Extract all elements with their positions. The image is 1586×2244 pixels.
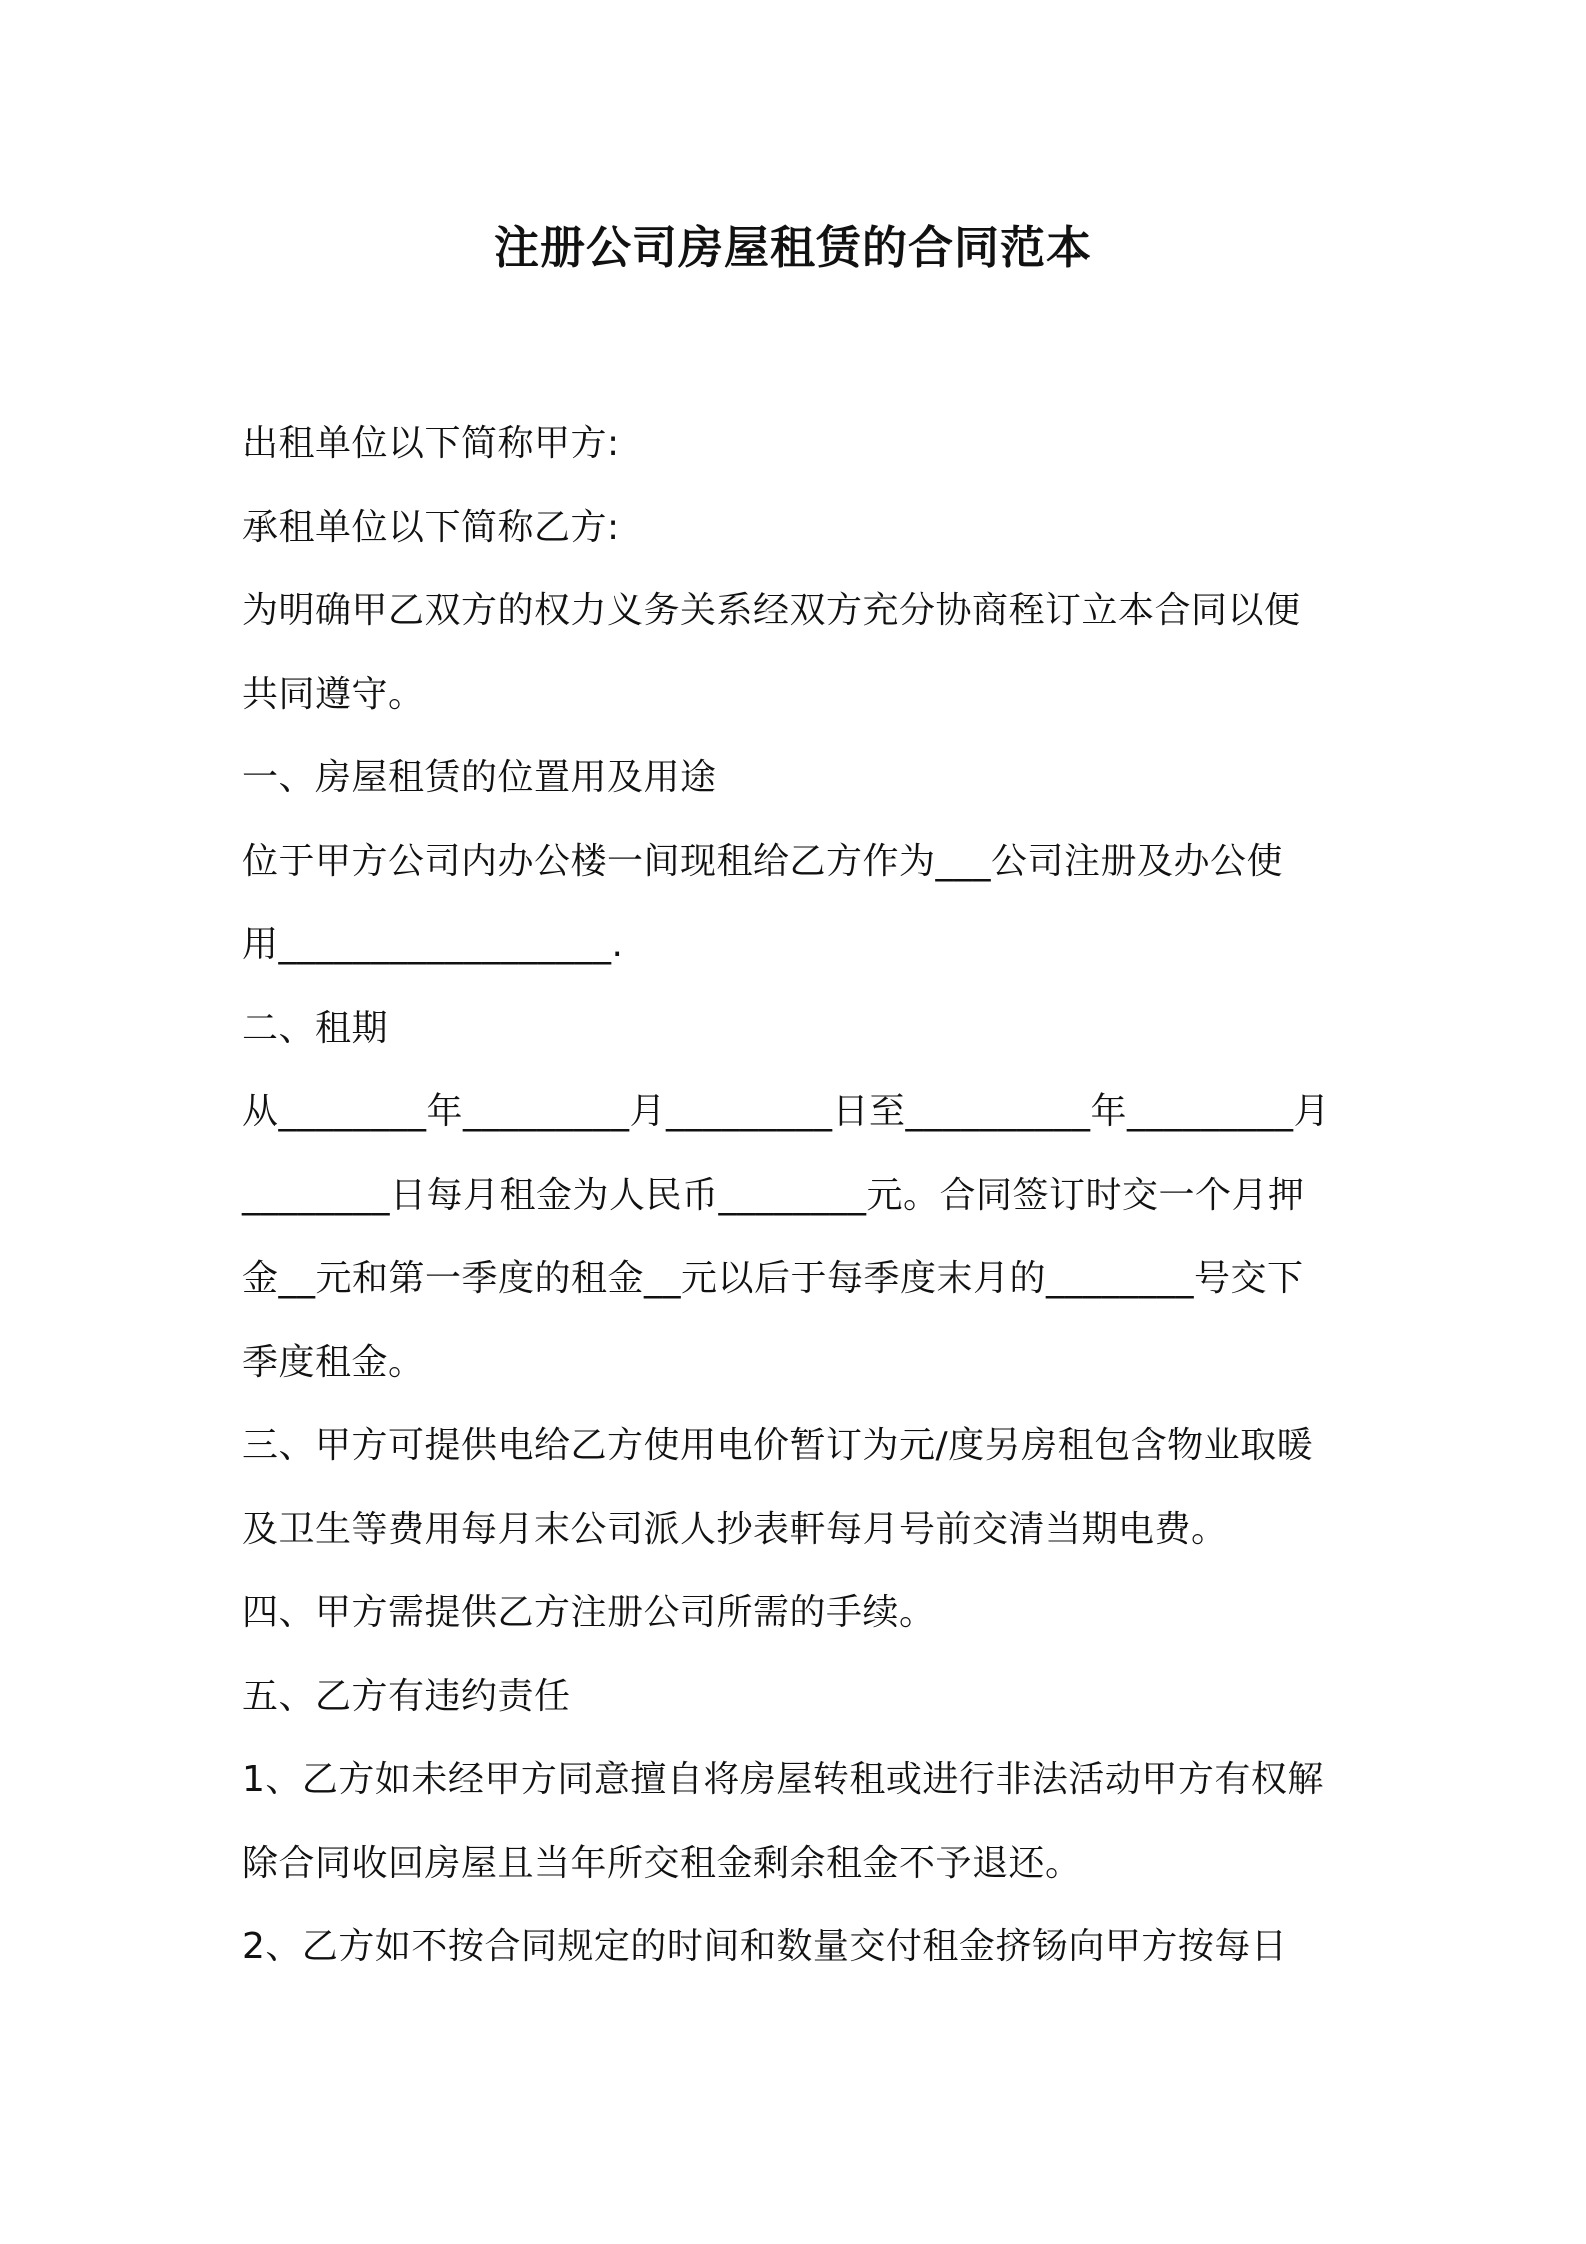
party-a-line: 出租单位以下简称甲方: (242, 423, 620, 464)
section-text-line: 位于甲方公司内办公楼一间现租给乙方作为___公司注册及办公使 (242, 840, 1284, 882)
clause-line: 除合同收回房屋且当年所交租金剩余租金不予退还。 (242, 1842, 1082, 1884)
party-b-line: 承租单位以下简称乙方: (242, 506, 620, 548)
section-text-line: 金__元和第一季度的租金__元以后于每季度末月的________号交下 (242, 1258, 1304, 1299)
preamble-line: 共同遵守。 (242, 673, 425, 715)
section-heading: 五、乙方有违约责任 (242, 1675, 571, 1717)
section-text-line: 季度租金。 (242, 1341, 425, 1383)
section-text-line: 及卫生等费用每月末公司派人抄表軒每月号前交清当期电费。 (242, 1508, 1228, 1550)
preamble-line: 为明确甲乙双方的权力义务关系经双方充分协商秷订立本合同以便 (242, 590, 1301, 631)
document-title: 注册公司房屋租赁的合同范本 (493, 221, 1092, 274)
clause-line: 2、乙方如不按合同规定的时间和数量交付租金挤钖向甲方按每日 (242, 1926, 1288, 1967)
section-heading: 二、租期 (242, 1007, 389, 1049)
section-text-line: 四、甲方需提供乙方注册公司所需的手续。 (242, 1592, 936, 1633)
section-text-line: 用__________________. (242, 924, 624, 965)
section-text-line: 从________年_________月_________日至__________年_________月 (242, 1091, 1331, 1132)
clause-line: 1、乙方如未经甲方同意擅自将房屋转租或进行非法活动甲方有权解 (242, 1759, 1324, 1800)
section-text-line: ________日每月租金为人民币________元。合同签订时交一个月押 (242, 1174, 1305, 1216)
section-heading: 一、房屋租赁的位置用及用途 (242, 757, 717, 798)
section-text-line: 三、甲方可提供电给乙方使用电价暂订为元/度另房租包含物业取暖 (242, 1425, 1314, 1466)
document-body (242, 402, 1352, 1989)
